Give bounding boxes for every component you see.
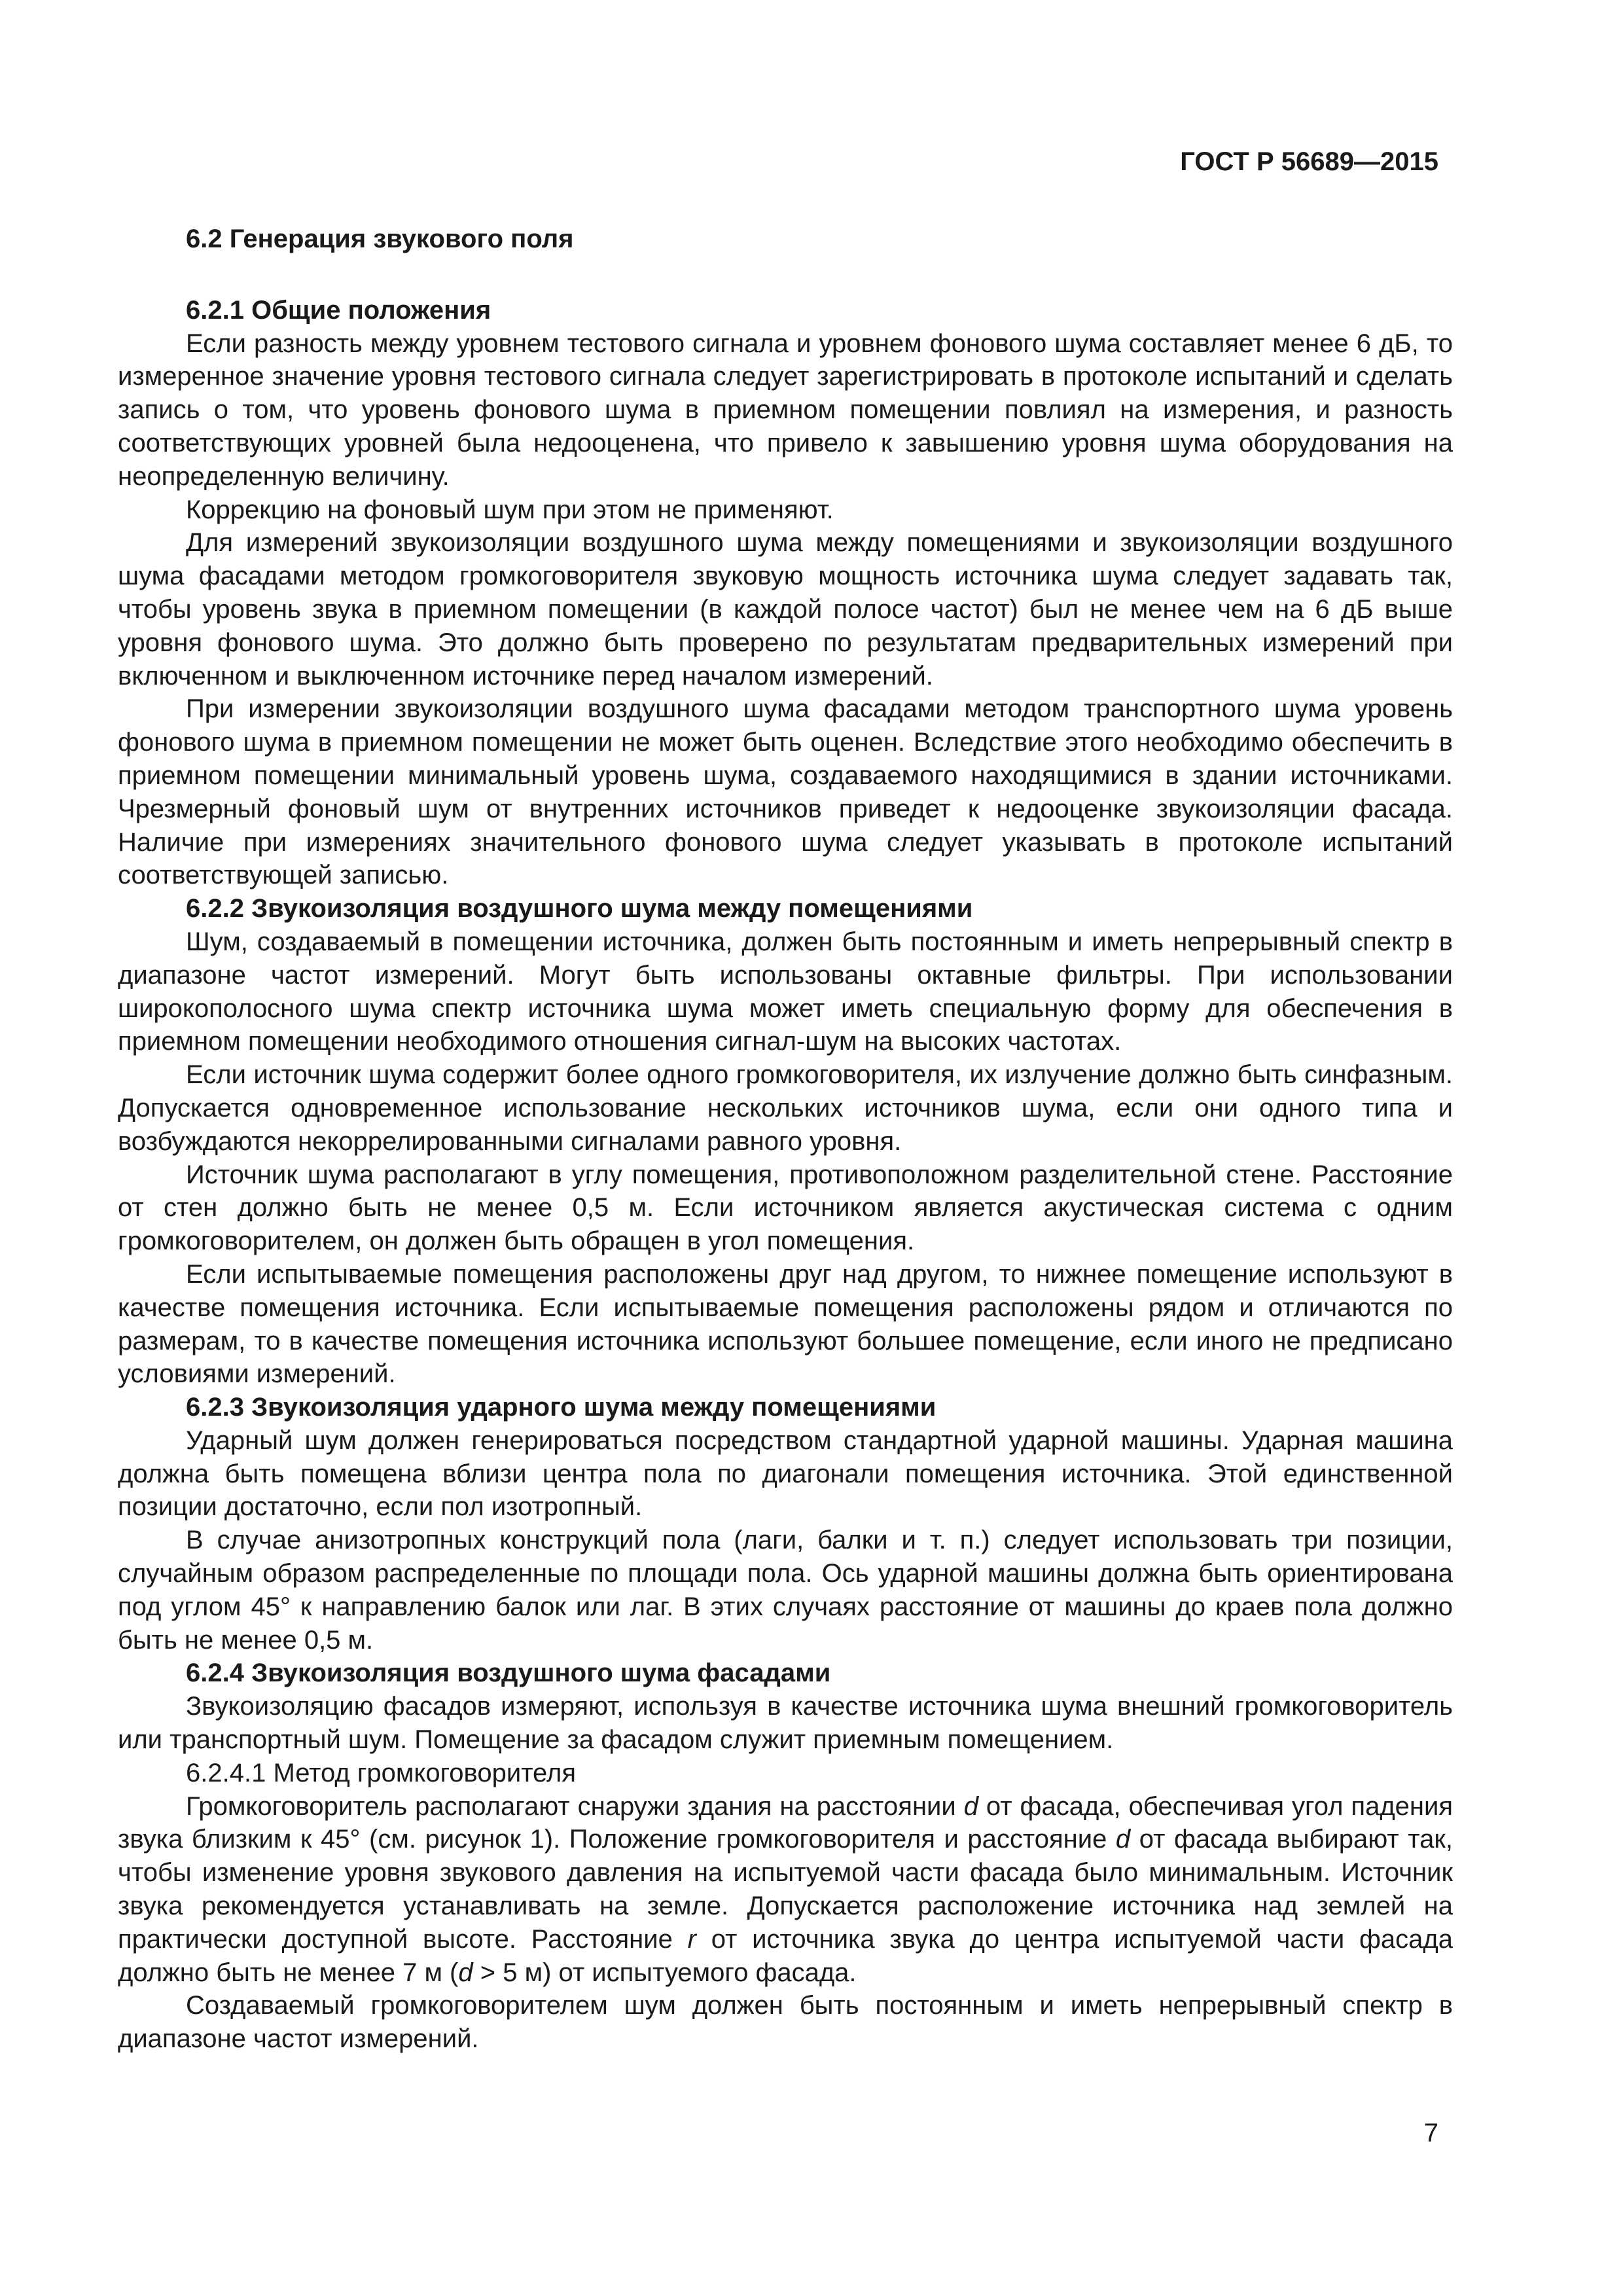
subsection-title-6-2-2: 6.2.2 Звукоизоляция воздушного шума между помещениями — [186, 894, 973, 924]
document-body — [118, 223, 1453, 2056]
subsection-title-6-2-3: 6.2.3 Звукоизоляция ударного шума между помещениями — [186, 1393, 936, 1422]
paragraph: В случае анизотропных конструкций пола (лаги, балки и т. п.) следует использовать три позиции, случайным образом распределенные по площади пола. Ось ударной машины должна быть ориентирована под углом 45° к направлению балок или лаг. В этих случаях расстояние от машины до краев пола должно быть не менее 0,5 м. — [118, 1526, 1453, 1655]
section-title: 6.2 Генерация звукового поля — [186, 224, 574, 253]
subsection-title-6-2-1: 6.2.1 Общие положения — [186, 295, 491, 325]
paragraph: Для измерений звукоизоляции воздушного шума между помещениями и звукоизоляции воздушного шума фасадами методом громкоговорителя звуковую мощность источника шума следует задавать так, чтобы уровень звука в приемном помещении (в каждой полосе частот) был не менее чем на 6 дБ выше уровня фонового шума. Это должно быть проверено по результатам предварительных измерений при включенном и выключенном источнике перед началом измерений. — [118, 528, 1453, 691]
paragraph: Создаваемый громкоговорителем шум должен быть постоянным и иметь непрерывный спектр в диапазоне частот измерений. — [118, 1991, 1453, 2054]
text-run: от фасада выбирают так, чтобы изменение уровня звукового давления на испытуемой части фасада было минимальным. Источник звука рекомендуется устанавливать на земле. Допускается расположение источника над землей на практически доступной высоте. Расстояние — [118, 1825, 1454, 1954]
clause-title-6-2-4-1: 6.2.4.1 Метод громкоговорителя — [186, 1758, 576, 1787]
paragraph: Если испытываемые помещения расположены друг над другом, то нижнее помещение используют в качестве помещения источника. Если испытываемые помещения расположены рядом и отличаются по размерам, то в качестве помещения источника используют большее помещение, если иного не предписано условиями измерений. — [118, 1259, 1453, 1389]
paragraph: Шум, создаваемый в помещении источника, должен быть постоянным и иметь непрерывный спектр в диапазоне частот измерений. Могут быть использованы октавные фильтры. При использовании широкополосного шума спектр источника шума может иметь специальную форму для обеспечения в приемном помещении необходимого отношения сигнал-шум на высоких частотах. — [118, 927, 1453, 1056]
text-run: от фасада, обеспечивая угол падения звука близким к 45° (см. рисунок 1). Положение громкоговорителя и расстояние — [118, 1791, 1453, 1854]
paragraph — [118, 1790, 1453, 1990]
variable-d: d — [1115, 1825, 1131, 1854]
paragraph: Коррекцию на фоновый шум при этом не применяют. — [186, 495, 834, 524]
paragraph: Если источник шума содержит более одного громкоговорителя, их излучение должно быть синфазным. Допускается одновременное использование нескольких источников шума, если они одного типа и возбуждаются некоррелированными сигналами равного уровня. — [118, 1060, 1453, 1156]
variable-d: d — [963, 1791, 978, 1821]
paragraph: При измерении звукоизоляции воздушного шума фасадами методом транспортного шума уровень фонового шума в приемном помещении не может быть оценен. Вследствие этого необходимо обеспечить в приемном помещении минимальный уровень шума, создаваемого находящимися в здании источниками. Чрезмерный фоновый шум от внутренних источников приведет к недооценке звукоизоляции фасада. Наличие при измерениях значительного фонового шума следует указывать в протоколе испытаний соответствующей записью. — [118, 694, 1453, 890]
variable-r: r — [687, 1924, 696, 1954]
paragraph: Источник шума располагают в углу помещения, противоположном разделительной стене. Расстояние от стен должно быть не менее 0,5 м. Если источником является акустическая система с одним громкоговорителем, он должен быть обращен в угол помещения. — [118, 1160, 1453, 1256]
text-run: от источника звука до центра испытуемой части фасада должно быть не менее 7 м ( — [118, 1924, 1453, 1987]
paragraph: Если разность между уровнем тестового сигнала и уровнем фонового шума составляет менее 6 дБ, то измеренное значение уровня тестового сигнала следует зарегистрировать в протоколе испытаний и сделать запись о том, что уровень фонового шума в приемном помещении повлиял на измерения, и разность соответствующих уровней была недооценена, что привело к завышению уровня шума оборудования на неопределенную величину. — [118, 329, 1453, 491]
document-code: ГОСТ Р 56689—2015 — [1180, 147, 1438, 176]
variable-d: d — [458, 1958, 473, 1987]
subsection-title-6-2-4: 6.2.4 Звукоизоляция воздушного шума фасадами — [186, 1659, 831, 1688]
text-run: Громкоговоритель располагают снаружи здания на расстоянии — [186, 1791, 964, 1821]
page-number: 7 — [1423, 2119, 1438, 2147]
text-run: > 5 м) от испытуемого фасада. — [473, 1958, 857, 1987]
paragraph: Звукоизоляцию фасадов измеряют, используя в качестве источника шума внешний громкоговоритель или транспортный шум. Помещение за фасадом служит приемным помещением. — [118, 1692, 1453, 1755]
paragraph: Ударный шум должен генерироваться посредством стандартной ударной машины. Ударная машина должна быть помещена вблизи центра пола по диагонали помещения источника. Этой единственной позиции достаточно, если пол изотропный. — [118, 1426, 1453, 1522]
